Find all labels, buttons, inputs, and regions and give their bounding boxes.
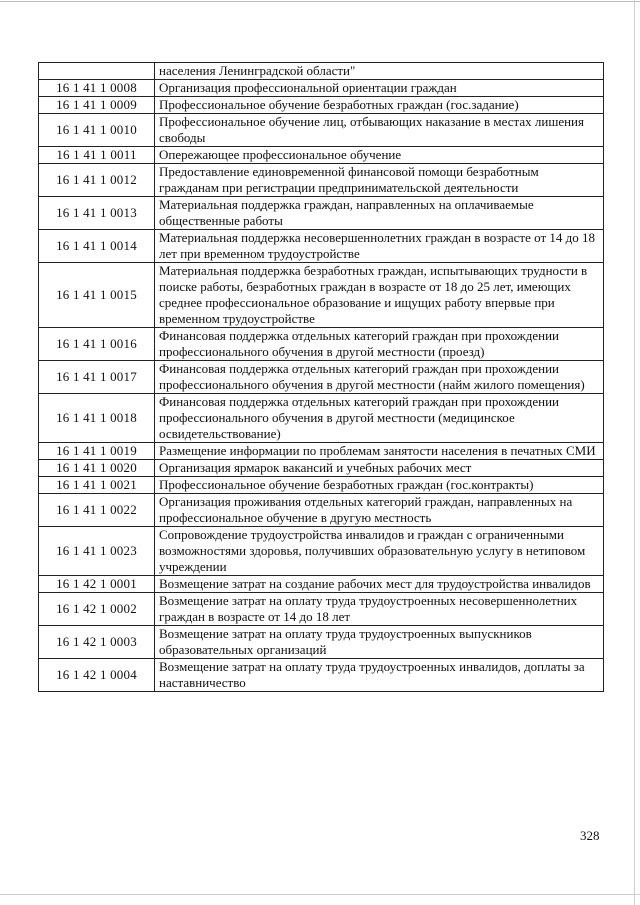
code-cell: 16 1 41 1 0009 xyxy=(39,97,155,114)
table-row xyxy=(39,576,604,593)
description-cell: Возмещение затрат на оплату труда трудоустроенных несовершеннолетних граждан в возрасте от 14 до 18 лет xyxy=(155,593,604,626)
table-row xyxy=(39,230,604,263)
code-cell: 16 1 41 1 0022 xyxy=(39,494,155,527)
code-cell: 16 1 41 1 0023 xyxy=(39,527,155,576)
table-row xyxy=(39,659,604,692)
scan-top-edge xyxy=(0,1,640,2)
code-cell: 16 1 42 1 0003 xyxy=(39,626,155,659)
table-row xyxy=(39,263,604,328)
table-row xyxy=(39,328,604,361)
code-cell: 16 1 41 1 0012 xyxy=(39,164,155,197)
table-row xyxy=(39,626,604,659)
description-cell: Финансовая поддержка отдельных категорий граждан при прохождении профессионального обучения в другой местности (найм жилого помещения) xyxy=(155,361,604,394)
table-row xyxy=(39,394,604,443)
code-cell: 16 1 41 1 0008 xyxy=(39,80,155,97)
table-row xyxy=(39,443,604,460)
code-cell: 16 1 41 1 0015 xyxy=(39,263,155,328)
code-cell: 16 1 41 1 0016 xyxy=(39,328,155,361)
description-cell: Материальная поддержка несовершеннолетних граждан в возрасте от 14 до 18 лет при временном трудоустройстве xyxy=(155,230,604,263)
table-row xyxy=(39,527,604,576)
description-cell: Предоставление единовременной финансовой помощи безработным гражданам при регистрации предпринимательской деятельности xyxy=(155,164,604,197)
table-row xyxy=(39,97,604,114)
scan-bottom-edge xyxy=(0,894,640,895)
table-row xyxy=(39,164,604,197)
description-cell: Материальная поддержка граждан, направленных на оплачиваемые общественные работы xyxy=(155,197,604,230)
description-cell: Организация профессиональной ориентации граждан xyxy=(155,80,604,97)
description-cell: Опережающее профессиональное обучение xyxy=(155,147,604,164)
table-row-continuation xyxy=(39,63,604,80)
description-cell: Возмещение затрат на оплату труда трудоустроенных инвалидов, доплаты за наставничество xyxy=(155,659,604,692)
scan-right-edge xyxy=(634,0,635,905)
description-cell: Материальная поддержка безработных граждан, испытывающих трудности в поиске работы, безработных граждан в возрасте от 18 до 25 лет, имеющих среднее профессиональное образование и ищущих работу впервые при временном трудоустройстве xyxy=(155,263,604,328)
description-cell: Сопровождение трудоустройства инвалидов и граждан с ограниченными возможностями здоровья, получивших образовательную услугу в нетиповом учреждении xyxy=(155,527,604,576)
code-cell: 16 1 41 1 0011 xyxy=(39,147,155,164)
code-cell: 16 1 41 1 0013 xyxy=(39,197,155,230)
description-cell: населения Ленинградской области" xyxy=(155,63,604,80)
table-row xyxy=(39,477,604,494)
budget-code-table xyxy=(38,62,604,692)
code-cell: 16 1 41 1 0020 xyxy=(39,460,155,477)
description-cell: Организация ярмарок вакансий и учебных рабочих мест xyxy=(155,460,604,477)
code-cell: 16 1 41 1 0010 xyxy=(39,114,155,147)
code-cell: 16 1 41 1 0021 xyxy=(39,477,155,494)
code-cell: 16 1 42 1 0002 xyxy=(39,593,155,626)
table-row xyxy=(39,460,604,477)
table-row xyxy=(39,593,604,626)
description-cell: Профессиональное обучение лиц, отбывающих наказание в местах лишения свободы xyxy=(155,114,604,147)
code-cell: 16 1 42 1 0001 xyxy=(39,576,155,593)
code-cell: 16 1 41 1 0017 xyxy=(39,361,155,394)
table-body xyxy=(39,63,604,692)
description-cell: Возмещение затрат на оплату труда трудоустроенных выпускников образовательных организаций xyxy=(155,626,604,659)
code-cell: 16 1 41 1 0014 xyxy=(39,230,155,263)
table-row xyxy=(39,494,604,527)
code-cell: 16 1 41 1 0019 xyxy=(39,443,155,460)
table-row xyxy=(39,361,604,394)
code-cell: 16 1 42 1 0004 xyxy=(39,659,155,692)
description-cell: Организация проживания отдельных категорий граждан, направленных на профессиональное обучение в другую местность xyxy=(155,494,604,527)
description-cell: Профессиональное обучение безработных граждан (гос.задание) xyxy=(155,97,604,114)
description-cell: Профессиональное обучение безработных граждан (гос.контракты) xyxy=(155,477,604,494)
description-cell: Размещение информации по проблемам занятости населения в печатных СМИ xyxy=(155,443,604,460)
code-cell-empty xyxy=(39,63,155,80)
page-number: 328 xyxy=(580,828,600,843)
description-cell: Возмещение затрат на создание рабочих мест для трудоустройства инвалидов xyxy=(155,576,604,593)
table-row xyxy=(39,80,604,97)
table-row xyxy=(39,197,604,230)
table-row xyxy=(39,114,604,147)
description-cell: Финансовая поддержка отдельных категорий граждан при прохождении профессионального обучения в другой местности (медицинское освидетельствование) xyxy=(155,394,604,443)
description-cell: Финансовая поддержка отдельных категорий граждан при прохождении профессионального обучения в другой местности (проезд) xyxy=(155,328,604,361)
table-row xyxy=(39,147,604,164)
code-cell: 16 1 41 1 0018 xyxy=(39,394,155,443)
